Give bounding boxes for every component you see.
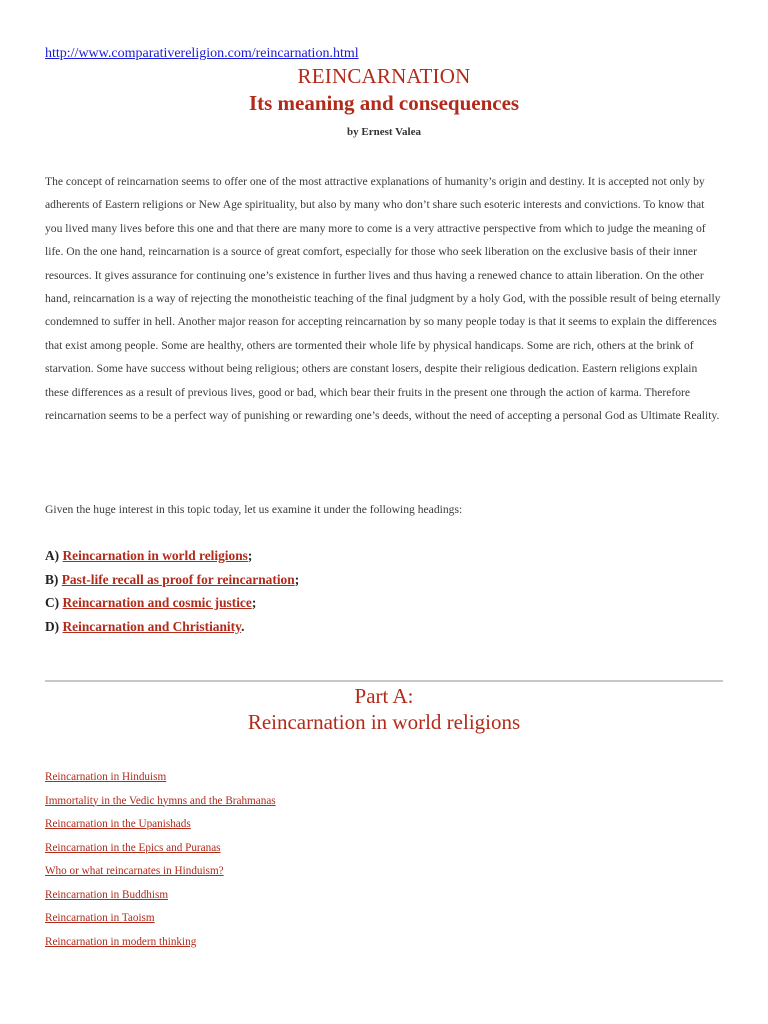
part-label: Part A: (354, 684, 414, 708)
heading-link-cosmic-justice[interactable]: Reincarnation and cosmic justice (62, 595, 252, 610)
toc-link-hinduism[interactable]: Reincarnation in Hinduism (45, 771, 167, 783)
heading-item (45, 617, 723, 641)
headings-list (45, 546, 723, 640)
toc-link-epics-puranas[interactable]: Reincarnation in the Epics and Puranas (45, 841, 221, 854)
section-divider (45, 680, 723, 682)
heading-suffix: ; (294, 571, 300, 587)
heading-suffix: ; (251, 595, 257, 610)
heading-prefix: D) (45, 618, 60, 634)
part-a-toc (45, 768, 276, 956)
heading-prefix: C) (45, 595, 60, 610)
page-title: REINCARNATION (297, 64, 471, 88)
toc-item (45, 933, 276, 957)
heading-item (45, 593, 723, 617)
heading-suffix: ; (247, 548, 253, 563)
toc-item (45, 886, 276, 910)
heading-prefix: B) (45, 571, 59, 587)
intro-paragraph: The concept of reincarnation seems to offer one of the most attractive explanations of humanity’s origin and destiny. It is accepted not only by adherents of Eastern religions or New Age spirituality, but also by many who don’t share such esoteric interests and convictions. To know that you lived many lives before this one and that there are many more to come is a very attractive perspective from which to judge the meaning of life. On the one hand, reincarnation is a source of great comfort, especially for those who seek liberation on the exclusive basis of their inner resources. It gives assurance for continuing one’s existence in further lives and thus having a renewed chance to attain liberation. On the other hand, reincarnation is a way of rejecting the monotheistic teaching of the final judgment by a holy God, with the possible result of being eternally condemned to suffer in hell. Another major reason for accepting reincarnation by so many people today is that it seems to explain the differences that exist among people. Some are healthy, others are tormented their whole life by physical handicaps. Some are rich, others at the brink of starvation. Some have success without being religious; others are constant losers, despite their religious dedication. Eastern religions explain these differences as a result of previous lives, good or bad, which bear their fruits in the present one through the action of karma. Therefore reincarnation seems to be a perfect way of punishing or rewarding one’s deeds, without the need of accepting a personal God as Ultimate Reality. (45, 175, 721, 423)
heading-suffix: . (241, 618, 245, 634)
toc-item (45, 768, 276, 792)
toc-item (45, 792, 276, 816)
heading-link-world-religions[interactable]: Reincarnation in world religions (62, 548, 248, 563)
toc-link-taoism[interactable]: Reincarnation in Taoism (45, 912, 155, 924)
toc-link-vedic-hymns[interactable]: Immortality in the Vedic hymns and the Brahmanas (45, 794, 276, 807)
heading-link-past-life-recall[interactable]: Past-life recall as proof for reincarnation (61, 571, 295, 587)
headings-lead-in: Given the huge interest in this topic today, let us examine it under the following headings: (45, 503, 463, 516)
toc-item (45, 862, 276, 886)
heading-item (45, 546, 723, 570)
heading-prefix: A) (45, 548, 60, 563)
source-url-link[interactable]: http://www.comparativereligion.com/reincarnation.html (45, 46, 359, 61)
heading-link-christianity[interactable]: Reincarnation and Christianity (62, 618, 242, 634)
page-subtitle: Its meaning and consequences (248, 91, 520, 115)
heading-item (45, 570, 723, 594)
toc-link-who-reincarnates[interactable]: Who or what reincarnates in Hinduism? (45, 865, 224, 877)
toc-link-upanishads[interactable]: Reincarnation in the Upanishads (45, 818, 191, 830)
toc-link-buddhism[interactable]: Reincarnation in Buddhism (45, 888, 169, 901)
toc-item (45, 909, 276, 933)
toc-item (45, 815, 276, 839)
toc-item (45, 839, 276, 863)
author-byline: by Ernest Valea (347, 126, 421, 138)
part-title: Reincarnation in world religions (247, 710, 521, 734)
toc-link-modern-thinking[interactable]: Reincarnation in modern thinking (45, 935, 197, 948)
